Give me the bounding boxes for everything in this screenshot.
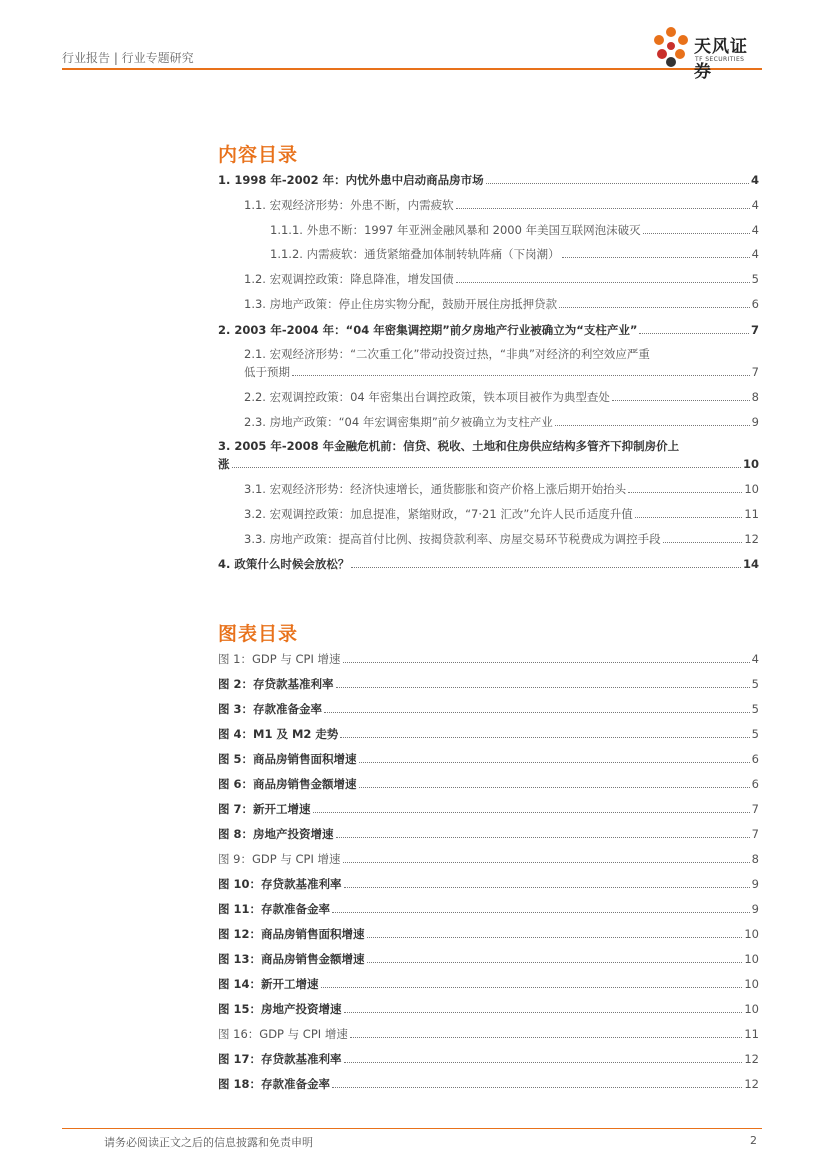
figure-entry[interactable]: 图 14：新开工增速 10 bbox=[218, 977, 759, 991]
report-type-label: 行业报告 | 行业专题研究 bbox=[62, 51, 194, 65]
toc-entry-line1[interactable]: 3. 2005 年-2008 年金融危机前：信贷、税收、土地和住房供应结构多管齐下抑制房价上 bbox=[218, 439, 680, 453]
toc-entry[interactable]: 3.3. 房地产政策：提高首付比例、按揭贷款利率、房屋交易环节税费成为调控手段 12 bbox=[244, 532, 759, 546]
toc-entry[interactable]: 3.1. 宏观经济形势：经济快速增长，通货膨胀和资产价格上涨后期开始抬头 10 bbox=[244, 482, 759, 496]
toc-entry[interactable]: 1.1. 宏观经济形势：外患不断，内需疲软 4 bbox=[244, 198, 759, 212]
figure-entry[interactable]: 图 6：商品房销售金额增速 6 bbox=[218, 777, 759, 791]
figure-entry[interactable]: 图 5：商品房销售面积增速 6 bbox=[218, 752, 759, 766]
figure-entry[interactable]: 图 10：存贷款基准利率 9 bbox=[218, 877, 759, 891]
figure-entry[interactable]: 图 4：M1 及 M2 走势 5 bbox=[218, 727, 759, 741]
figure-entry[interactable]: 图 1：GDP 与 CPI 增速 4 bbox=[218, 652, 759, 666]
logo-flower-icon bbox=[650, 26, 692, 70]
figure-entry[interactable]: 图 13：商品房销售金额增速 10 bbox=[218, 952, 759, 966]
figure-entry[interactable]: 图 8：房地产投资增速 7 bbox=[218, 827, 759, 841]
toc-entry[interactable]: 2.2. 宏观调控政策：04 年密集出台调控政策，铁本项目被作为典型查处 8 bbox=[244, 390, 759, 404]
toc-entry[interactable]: 4. 政策什么时候会放松？ 14 bbox=[218, 557, 759, 571]
logo-name: 天风证券 bbox=[694, 37, 748, 82]
toc-entry[interactable]: 1.2. 宏观调控政策：降息降准，增发国债 5 bbox=[244, 272, 759, 286]
figure-entry[interactable]: 图 12：商品房销售面积增速 10 bbox=[218, 927, 759, 941]
toc-entry[interactable]: 2.3. 房地产政策：“04 年宏调密集期”前夕被确立为支柱产业 9 bbox=[244, 415, 759, 429]
figure-entry[interactable]: 图 9：GDP 与 CPI 增速 8 bbox=[218, 852, 759, 866]
figure-entry[interactable]: 图 16：GDP 与 CPI 增速 11 bbox=[218, 1027, 759, 1041]
toc-entry[interactable]: 3.2. 宏观调控政策：加息提准，紧缩财政，“7·21 汇改”允许人民币适度升值 11 bbox=[244, 507, 759, 521]
company-logo bbox=[650, 26, 765, 82]
toc-entry[interactable]: 1. 1998 年-2002 年：内忧外患中启动商品房市场 4 bbox=[218, 173, 759, 187]
toc-entry-line1[interactable]: 2.1. 宏观经济形势：“二次重工化”带动投资过热，“非典”对经济的利空效应严重 bbox=[244, 347, 650, 361]
footer-disclaimer: 请务必阅读正文之后的信息披露和免责申明 bbox=[104, 1136, 313, 1149]
toc-entry[interactable]: 涨 10 bbox=[218, 457, 759, 471]
figure-entry[interactable]: 图 18：存款准备金率 12 bbox=[218, 1077, 759, 1091]
figure-entry[interactable]: 图 3：存款准备金率 5 bbox=[218, 702, 759, 716]
toc-entry[interactable]: 低于预期 7 bbox=[244, 365, 759, 379]
toc-entry[interactable]: 2. 2003 年-2004 年：“04 年密集调控期”前夕房地产行业被确立为“支柱产业” 7 bbox=[218, 323, 759, 337]
footer-rule bbox=[62, 1128, 762, 1129]
figure-entry[interactable]: 图 7：新开工增速 7 bbox=[218, 802, 759, 816]
figures-title: 图表目录 bbox=[218, 623, 299, 645]
figure-entry[interactable]: 图 11：存款准备金率 9 bbox=[218, 902, 759, 916]
logo-subtitle: TF SECURITIES bbox=[695, 56, 745, 63]
figure-entry[interactable]: 图 15：房地产投资增速 10 bbox=[218, 1002, 759, 1016]
figure-entry[interactable]: 图 2：存贷款基准利率 5 bbox=[218, 677, 759, 691]
toc-entry[interactable]: 1.3. 房地产政策：停止住房实物分配，鼓励开展住房抵押贷款 6 bbox=[244, 297, 759, 311]
toc-title: 内容目录 bbox=[218, 144, 299, 166]
toc-entry[interactable]: 1.1.1. 外患不断：1997 年亚洲金融风暴和 2000 年美国互联网泡沫破灭 4 bbox=[270, 223, 759, 237]
page-number: 2 bbox=[750, 1134, 757, 1147]
figure-entry[interactable]: 图 17：存贷款基准利率 12 bbox=[218, 1052, 759, 1066]
toc-entry[interactable]: 1.1.2. 内需疲软：通货紧缩叠加体制转轨阵痛（下岗潮） 4 bbox=[270, 247, 759, 261]
